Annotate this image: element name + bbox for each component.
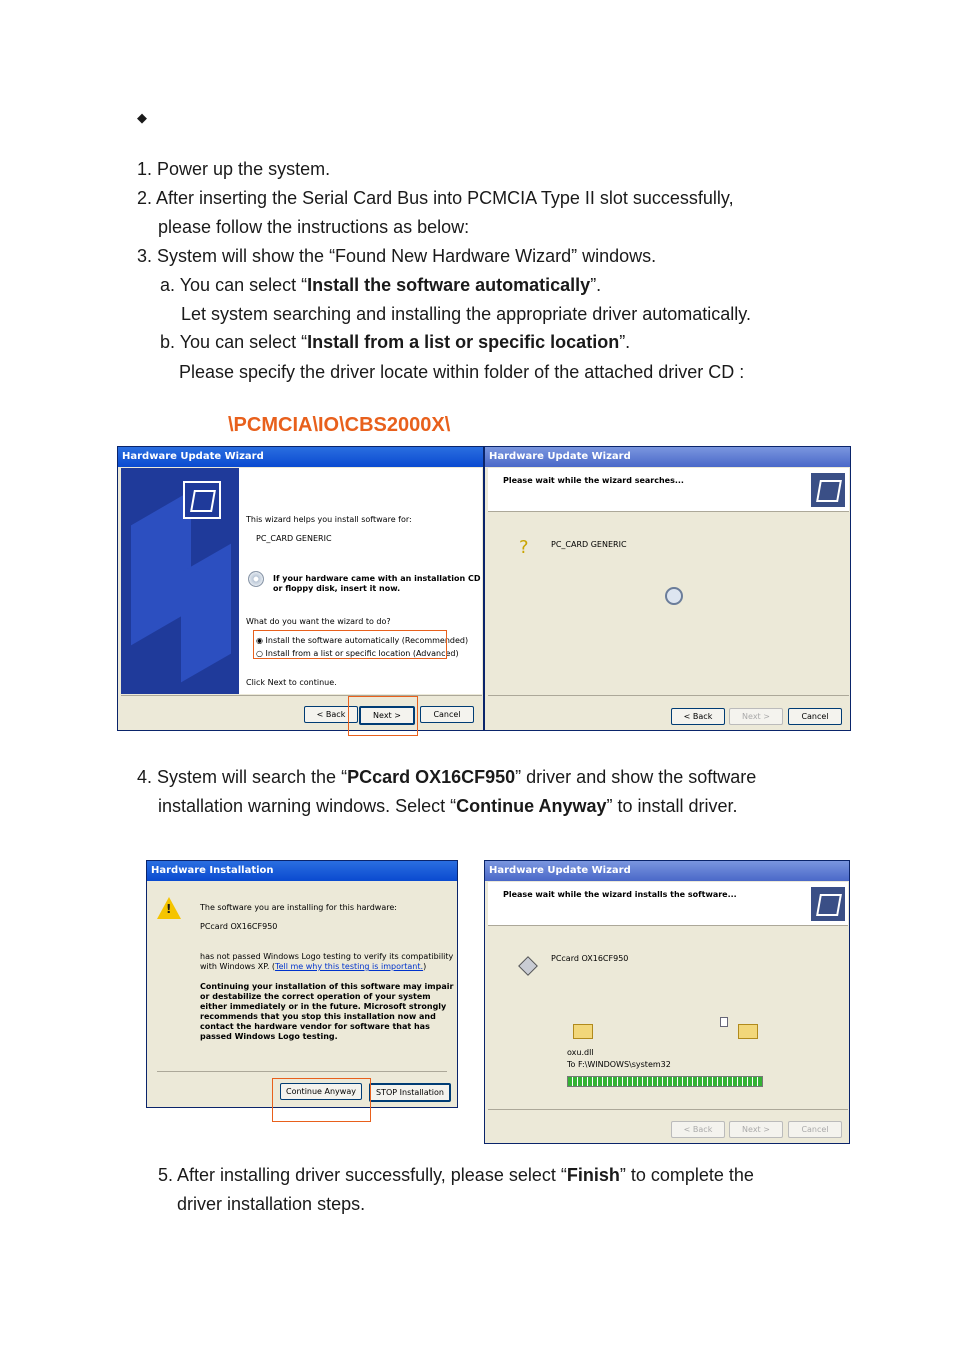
- option-auto-radio[interactable]: ◉ Install the software automatically (Recommended): [256, 636, 469, 645]
- destination-folder-icon: [738, 1024, 758, 1039]
- wizard-header-text: Please wait while the wizard installs the software...: [503, 890, 737, 899]
- step-5-line1: 5. After installing driver successfully, please select “Finish” to complete the: [158, 1165, 754, 1185]
- highlight-next-button: [348, 696, 418, 736]
- next-button[interactable]: Next >: [729, 1121, 783, 1138]
- divider: [488, 1109, 848, 1110]
- window-title: Hardware Update Wizard: [485, 861, 849, 881]
- device-name: PCcard OX16CF950: [551, 954, 629, 963]
- step-3b-desc: Please specify the driver locate within folder of the attached driver CD :: [179, 362, 745, 382]
- device-chip-icon: [518, 956, 538, 976]
- logo-testing-link[interactable]: Tell me why this testing is important.: [275, 962, 424, 971]
- cd-icon: [248, 571, 264, 587]
- step-3: 3. System will show the “Found New Hardware Wizard” windows.: [137, 246, 657, 266]
- cd-message: If your hardware came with an installation CD or floppy disk, insert it now.: [273, 574, 481, 593]
- warning-text: Continuing your installation of this software may impair or destabilize the correct operation of your system either immediately or in the future. Microsoft strongly recommends that you stop this installation now and contact the hardware vendor for software that has passed Windows Logo testing.: [200, 982, 454, 1041]
- wizard-header: [488, 468, 849, 512]
- window-title: Hardware Update Wizard: [118, 447, 483, 467]
- divider: [488, 695, 849, 696]
- continue-anyway-button[interactable]: Continue Anyway: [280, 1083, 362, 1100]
- wizard-search-window: [484, 446, 851, 731]
- cancel-button[interactable]: Cancel: [788, 708, 842, 725]
- cancel-button[interactable]: Cancel: [420, 706, 474, 723]
- device-name: PCcard OX16CF950: [200, 922, 278, 931]
- driver-path: \PCMCIA\IO\CBS2000X\: [228, 414, 451, 436]
- next-button[interactable]: Next >: [359, 706, 415, 725]
- file-destination: To F:\WINDOWS\system32: [567, 1060, 671, 1069]
- hardware-wizard-icon: [810, 886, 846, 922]
- stop-installation-button[interactable]: STOP Installation: [369, 1083, 451, 1102]
- option-list-radio[interactable]: ○ Install from a list or specific location (Advanced): [256, 649, 459, 658]
- wizard-question: What do you want the wizard to do?: [246, 617, 391, 626]
- step-2-line2: please follow the instructions as below:: [158, 217, 470, 237]
- hardware-installation-window: Hardware Installation ! The software you are installing for this hardware: PCcard OX16CF950 has not passed Windows Logo testing to verify its compatibility with Windows XP. (Tell me why this testing is important.) Continuing your installation of this software may impair or destabilize the correct operation of your system either immediately or in the future. Microsoft strongly recommends that you stop this installation now and contact the hardware vendor for software that has passed Windows Logo testing. Continue Anyway STOP Installation: [146, 860, 458, 1108]
- step-3b: b. You can select “Install from a list or specific location”.: [160, 332, 631, 352]
- step-5-line2: driver installation steps.: [177, 1194, 366, 1214]
- source-folder-icon: [573, 1024, 593, 1039]
- window-title: Hardware Update Wizard: [485, 447, 850, 467]
- search-magnifier-icon: [665, 587, 683, 605]
- back-button[interactable]: < Back: [671, 1121, 725, 1138]
- step-3a-desc: Let system searching and installing the appropriate driver automatically.: [181, 304, 751, 324]
- divider: [488, 511, 849, 512]
- logo-text-1: has not passed Windows Logo testing to verify its compatibility: [200, 952, 454, 961]
- divider: [157, 1071, 447, 1072]
- highlight-auto-option: [253, 630, 447, 659]
- next-button[interactable]: Next >: [729, 708, 783, 725]
- divider: [121, 695, 482, 696]
- bullet-diamond-icon: ◆: [137, 110, 147, 125]
- divider: [488, 925, 848, 926]
- wizard-banner: [121, 468, 239, 694]
- wizard-header-text: Please wait while the wizard searches...: [503, 476, 684, 485]
- unknown-device-icon: ?: [519, 537, 529, 558]
- hardware-wizard-icon: [183, 481, 221, 519]
- hardware-wizard-icon: [810, 472, 846, 508]
- continue-hint: Click Next to continue.: [246, 678, 337, 687]
- flying-file-icon: [720, 1017, 728, 1027]
- back-button[interactable]: < Back: [304, 706, 358, 723]
- window-title: Hardware Installation: [147, 861, 457, 881]
- device-name: PC_CARD GENERIC: [256, 534, 332, 543]
- step-4-line1: 4. System will search the “PCcard OX16CF950” driver and show the software: [137, 767, 757, 787]
- progress-bar: [567, 1076, 763, 1087]
- step-1: 1. Power up the system.: [137, 159, 331, 179]
- file-name: oxu.dll: [567, 1048, 594, 1057]
- logo-text-2: with Windows XP. (Tell me why this testing is important.): [200, 962, 427, 971]
- step-3a: a. You can select “Install the software automatically”.: [160, 275, 602, 295]
- step-4-line2: installation warning windows. Select “Continue Anyway” to install driver.: [158, 796, 738, 816]
- wizard-install-window: [484, 860, 850, 1144]
- wizard-welcome-window: [117, 446, 484, 731]
- step-2-line1: 2. After inserting the Serial Card Bus into PCMCIA Type II slot successfully,: [137, 188, 734, 208]
- back-button[interactable]: < Back: [671, 708, 725, 725]
- install-intro: The software you are installing for this hardware:: [200, 903, 397, 912]
- device-name: PC_CARD GENERIC: [551, 540, 627, 549]
- wizard-intro: This wizard helps you install software for:: [246, 515, 412, 524]
- highlight-continue-anyway: [272, 1078, 371, 1122]
- cancel-button[interactable]: Cancel: [788, 1121, 842, 1138]
- wizard-header: [488, 882, 848, 926]
